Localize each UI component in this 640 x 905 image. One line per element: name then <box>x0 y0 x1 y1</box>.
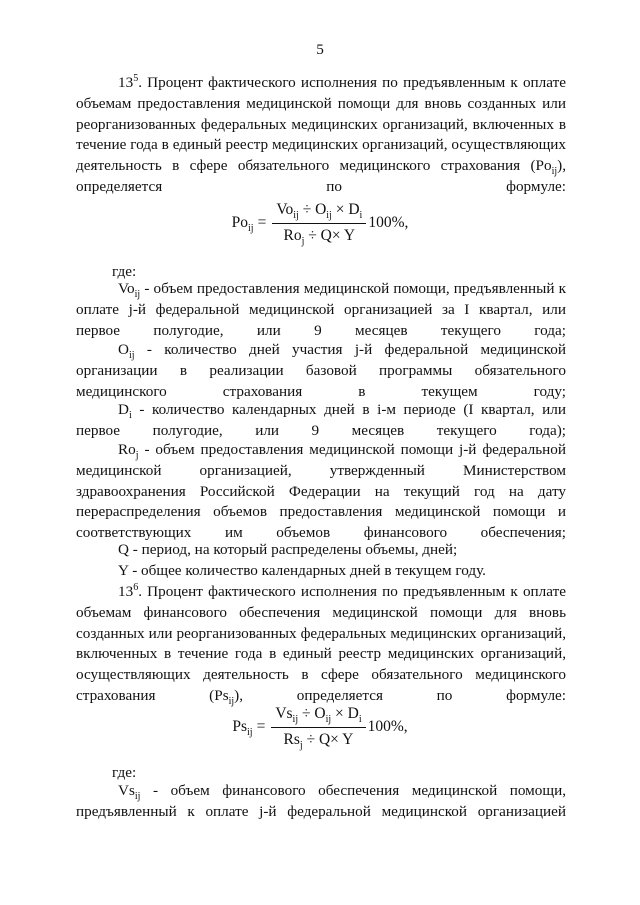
paragraph-text-end: ), определяется по формуле: <box>76 157 566 195</box>
definition-ro <box>76 440 566 544</box>
definition-d <box>76 400 566 442</box>
definition-vo <box>76 279 566 341</box>
definition-text: - количество календарных дней в i-м периоде (I квартал, или первое полугодие, или 9 месяцев текущего года); <box>76 401 566 439</box>
equals-sign: = <box>257 213 267 231</box>
paragraph-number: 13 <box>118 74 134 91</box>
definition-symbol: $Vs_{ij}$ <box>118 782 141 802</box>
paragraph-13-6 <box>76 582 566 707</box>
formula-fraction <box>272 200 366 247</box>
where-label: где: <box>112 764 137 781</box>
definition-vs <box>76 781 566 823</box>
definition-q: Q - период, на который распределены объемы, дней; <box>118 541 458 558</box>
formula-lhs: $Po_{ij}$ <box>231 213 254 234</box>
paragraph-superscript: 6 <box>133 582 139 593</box>
definition-text: - количество дней участия j-й федеральной медицинской организации в реализации базовой программы обязательного медицинского страхования в текущем году; <box>76 341 566 400</box>
fraction-denominator: $Rs_j \div Q\times Y$ <box>283 730 354 751</box>
variable-symbol: $Ps_{ij}$ <box>214 686 235 707</box>
definition-symbol: $Ro_j$ <box>118 441 139 461</box>
formula-po <box>0 200 640 247</box>
paragraph-number: 13 <box>118 583 134 600</box>
paragraph-superscript: 5 <box>133 73 139 84</box>
definition-text: - объем предоставления медицинской помощи, предъявленный к оплате j-й федеральной медицинской организацией за I квартал, или первое полугодие, или 9 месяцев текущего года; <box>76 280 567 339</box>
formula-percent: 100% <box>368 213 405 231</box>
definition-symbol: $O_{ij}$ <box>118 341 135 361</box>
fraction-numerator: $Vo_{ij} \div O_{ij} \times D_i$ <box>272 200 366 224</box>
paragraph-text: . Процент фактического исполнения по предъявленным к оплате объемам финансового обеспечения медицинской помощи для вновь созданных или реорганизованных федеральных медицинских организаций, включенных в течение года в единый реестр медицинских организаций, осуществляющих деятельность в сфере обязательного медицинского страхования ( <box>76 583 566 704</box>
where-label: где: <box>112 263 137 280</box>
formula-fraction <box>271 704 365 751</box>
variable-symbol: $Po_{ij}$ <box>535 157 558 178</box>
definition-symbol: $Vo_{ij}$ <box>118 280 141 300</box>
definition-text: - объем финансового обеспечения медицинской помощи, предъявленный к оплате j-й федеральной медицинской организацией <box>76 782 567 820</box>
formula-percent: 100% <box>367 717 404 735</box>
page-number: 5 <box>316 41 324 58</box>
fraction-denominator: $Ro_j \div Q\times Y$ <box>283 226 356 247</box>
formula-ps <box>0 704 640 751</box>
formula-lhs: $Ps_{ij}$ <box>232 717 253 738</box>
definition-y: Y - общее количество календарных дней в текущем году. <box>118 562 486 579</box>
definition-symbol: $D_i$ <box>118 401 132 421</box>
formula-comma: , <box>404 213 409 231</box>
definition-o <box>76 340 566 402</box>
paragraph-text: . Процент фактического исполнения по предъявленным к оплате объемам предоставления медицинской помощи для вновь созданных или реорганизованных федеральных медицинских организаций, включенных в течение года в единый реестр медицинских организаций, осуществляющих деятельность в сфере обязательного медицинского страхования ( <box>76 74 566 175</box>
equals-sign: = <box>256 717 266 735</box>
definition-text: - объем предоставления медицинской помощи j-й федеральной медицинской организацией, утвержденный Министерством здравоохранения Российской Федерации на текущий год на дату перераспределения объемов предоставления медицинской помощи и соответствующих им объемов финансового обеспечения; <box>76 441 567 542</box>
paragraph-13-5 <box>76 73 566 198</box>
paragraph-text-end: ), определяется по формуле: <box>234 686 566 704</box>
formula-comma: , <box>403 717 408 735</box>
fraction-numerator: $Vs_{ij} \div O_{ij} \times D_i$ <box>271 704 365 728</box>
